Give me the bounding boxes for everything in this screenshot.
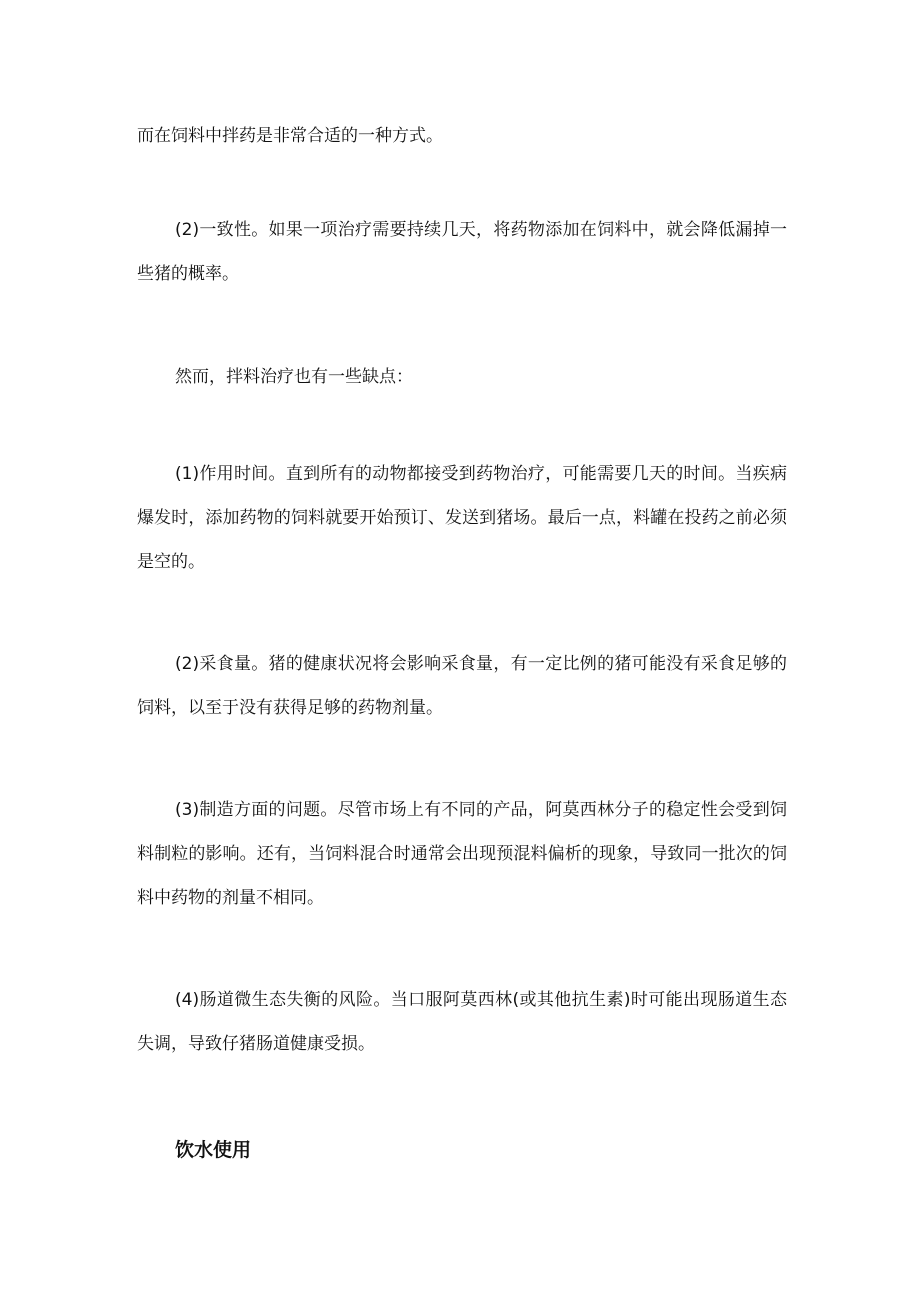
paragraph-manufacturing-issues: (3)制造方面的问题。尽管市场上有不同的产品，阿莫西林分子的稳定性会受到饲料制粒的影响。还有，当饲料混合时通常会出现预混料偏析的现象，导致同一批次的饲料中药物的剂量不相同。	[137, 800, 787, 908]
section-heading-water-use: 饮水使用	[175, 1139, 252, 1161]
paragraph-consistency: (2)一致性。如果一项治疗需要持续几天，将药物添加在饲料中，就会降低漏掉一些猪的概率。	[137, 220, 787, 284]
paragraph-gut-microbiota-risk: (4)肠道微生态失衡的风险。当口服阿莫西林(或其他抗生素)时可能出现肠道生态失调，导致仔猪肠道健康受损。	[137, 990, 787, 1054]
paragraph-feed-intake: (2)采食量。猪的健康状况将会影响采食量，有一定比例的猪可能没有采食足够的饲料，以至于没有获得足够的药物剂量。	[137, 654, 787, 718]
paragraph-action-time: (1)作用时间。直到所有的动物都接受到药物治疗，可能需要几天的时间。当疾病爆发时，添加药物的饲料就要开始预订、发送到猪场。最后一点，料罐在投药之前必须是空的。	[137, 464, 787, 572]
paragraph-mixing-method: 而在饲料中拌药是非常合适的一种方式。	[137, 126, 443, 146]
paragraph-disadvantages-intro: 然而，拌料治疗也有一些缺点：	[175, 367, 413, 387]
